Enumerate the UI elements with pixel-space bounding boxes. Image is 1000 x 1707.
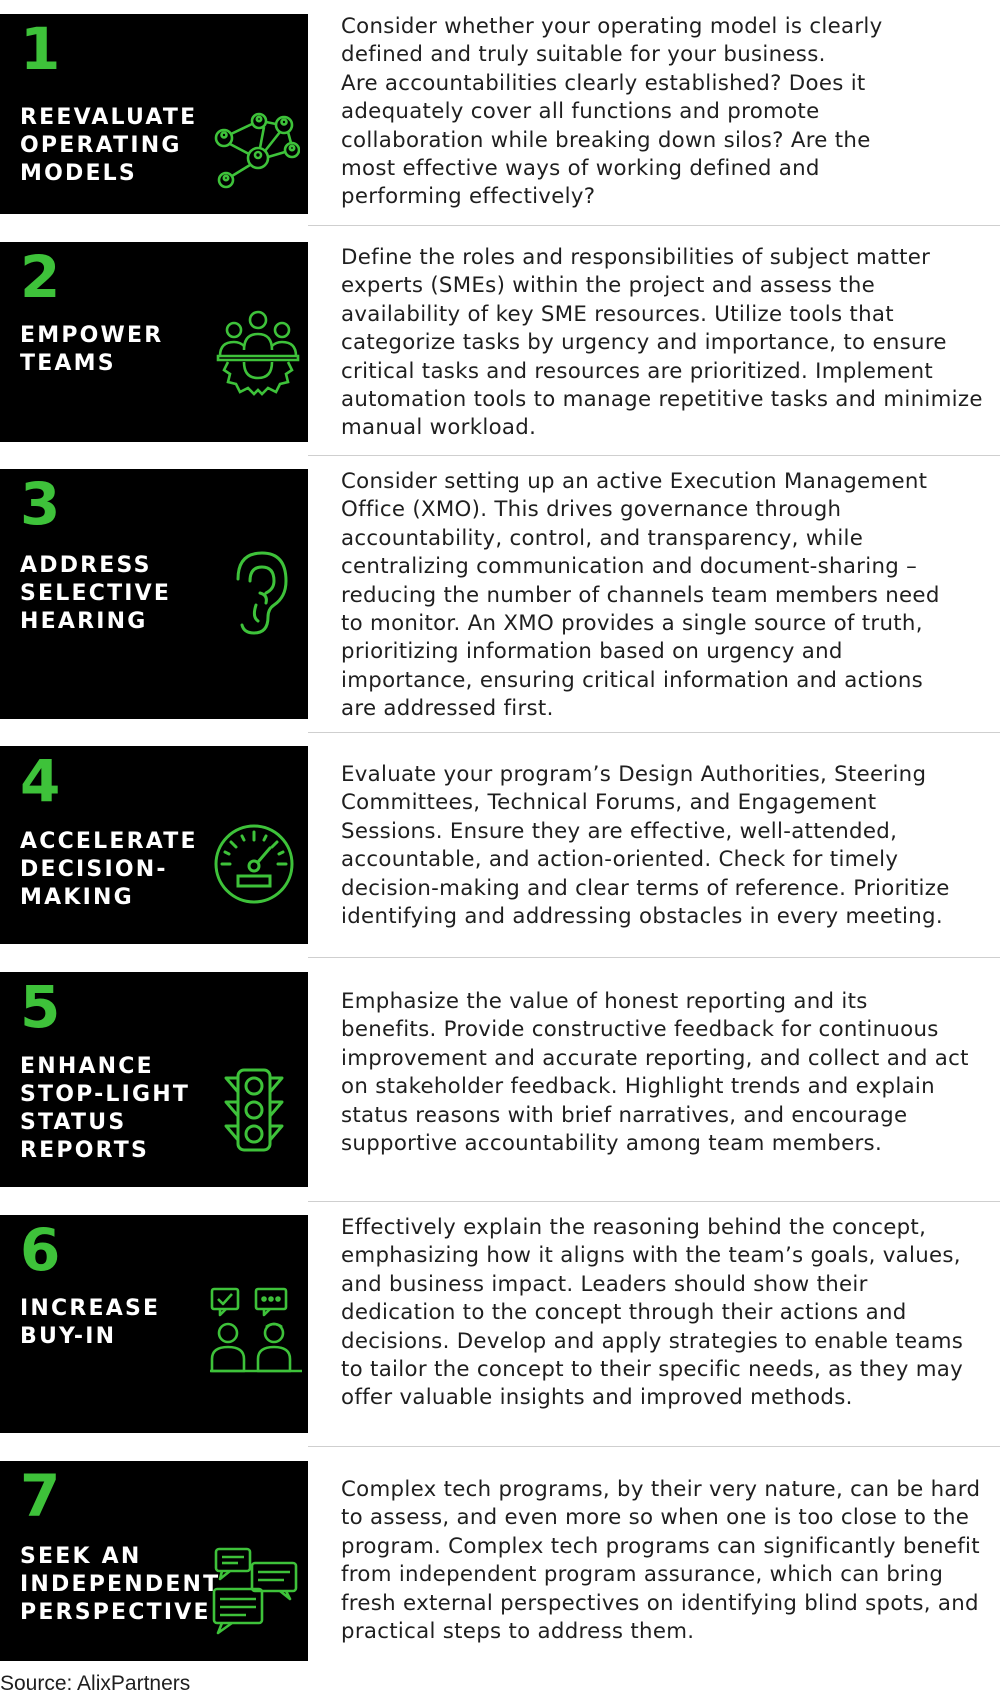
traffic-light-icon	[206, 1062, 302, 1158]
step-number: 4	[20, 747, 61, 815]
step-6	[0, 1215, 1000, 1433]
step-number: 6	[20, 1216, 61, 1284]
step-description: Consider whether your operating model is clearly defined and truly suitable for your business. Are accountabilities clearly established? Does it adequately cover all functions and promote collaboration while breaking down silos? Are the most effective ways of working defined and performing effectively?	[341, 14, 883, 210]
step-description: Effectively explain the reasoning behind the concept, emphasizing how it aligns with the team’s goals, values, and business impact. Leaders should show their dedication to the concept through their actions and decisions. Develop and apply strategies to enable teams to tailor the concept to their specific needs, as they may offer valuable insights and improved methods.	[341, 1215, 964, 1411]
step-number: 3	[20, 470, 61, 538]
step-title: ADDRESS SELECTIVE HEARING	[20, 553, 172, 634]
step-description: Emphasize the value of honest reporting and its benefits. Provide constructive feedback for continuous improvement and accurate reporting, and collect and act on stakeholder feedback. Highlight trends and explain status reasons with brief narratives, and encourage supportive accountability among team members.	[341, 989, 969, 1157]
step-2-panel	[0, 242, 308, 442]
step-1-panel	[0, 14, 308, 214]
divider	[308, 732, 1000, 733]
step-2	[0, 242, 1000, 442]
step-title: REEVALUATE OPERATING MODELS	[20, 105, 198, 186]
team-gear-icon	[210, 306, 306, 402]
step-5	[0, 972, 1000, 1187]
step-description: Evaluate your program’s Design Authorities, Steering Committees, Technical Forums, and Engagement Sessions. Ensure they are effective, well-attended, accountable, and action-oriented. Check for timely decision-making and clear terms of reference. Prioritize identifying and addressing obstacles in every meeting.	[341, 762, 950, 930]
step-number: 7	[20, 1462, 61, 1530]
step-title: ACCELERATE DECISION- MAKING	[20, 829, 198, 910]
step-6-panel	[0, 1215, 308, 1433]
step-description: Consider setting up an active Execution Management Office (XMO). This drives governance through accountability, control, and transparency, while centralizing communication and document-sharing – reducing the number of channels team members need to monitor. An XMO provides a single source of truth, prioritizing information based on urgency and importance, ensuring critical information and actions are addressed first.	[341, 469, 940, 722]
divider	[308, 455, 1000, 456]
step-title: INCREASE BUY-IN	[20, 1296, 161, 1349]
step-5-panel	[0, 972, 308, 1187]
step-3	[0, 469, 1000, 722]
people-discussion-icon	[208, 1283, 304, 1379]
step-7	[0, 1461, 1000, 1661]
ear-icon	[208, 545, 304, 641]
step-number: 1	[20, 15, 61, 83]
step-number: 5	[20, 973, 61, 1041]
step-title: SEEK AN INDEPENDENT PERSPECTIVE	[20, 1544, 221, 1625]
step-1	[0, 14, 1000, 214]
step-title: EMPOWER TEAMS	[20, 323, 164, 376]
step-3-panel	[0, 469, 308, 719]
chat-bubbles-icon	[208, 1545, 304, 1641]
speedometer-icon	[206, 816, 302, 912]
step-number: 2	[20, 243, 61, 311]
network-people-icon	[204, 98, 300, 194]
step-title: ENHANCE STOP-LIGHT STATUS REPORTS	[20, 1054, 191, 1163]
step-4	[0, 746, 1000, 944]
step-7-panel	[0, 1461, 308, 1661]
source-note: Source: AlixPartners	[0, 1672, 191, 1695]
step-description: Define the roles and responsibilities of subject matter experts (SMEs) within the project and assess the availability of key SME resources. Utilize tools that categorize tasks by urgency and importance, to ensure critical tasks and resources are prioritized. Implement automation tools to manage repetitive tasks and minimize manual workload.	[341, 245, 983, 441]
divider	[308, 957, 1000, 958]
divider	[308, 1201, 1000, 1202]
divider	[308, 225, 1000, 226]
step-description: Complex tech programs, by their very nature, can be hard to assess, and even more so when one is too close to the program. Complex tech programs can significantly benefit from independent program assurance, which can bring fresh external perspectives on identifying blind spots, and practical steps to address them.	[341, 1477, 981, 1645]
step-4-panel	[0, 746, 308, 944]
divider	[308, 1446, 1000, 1447]
